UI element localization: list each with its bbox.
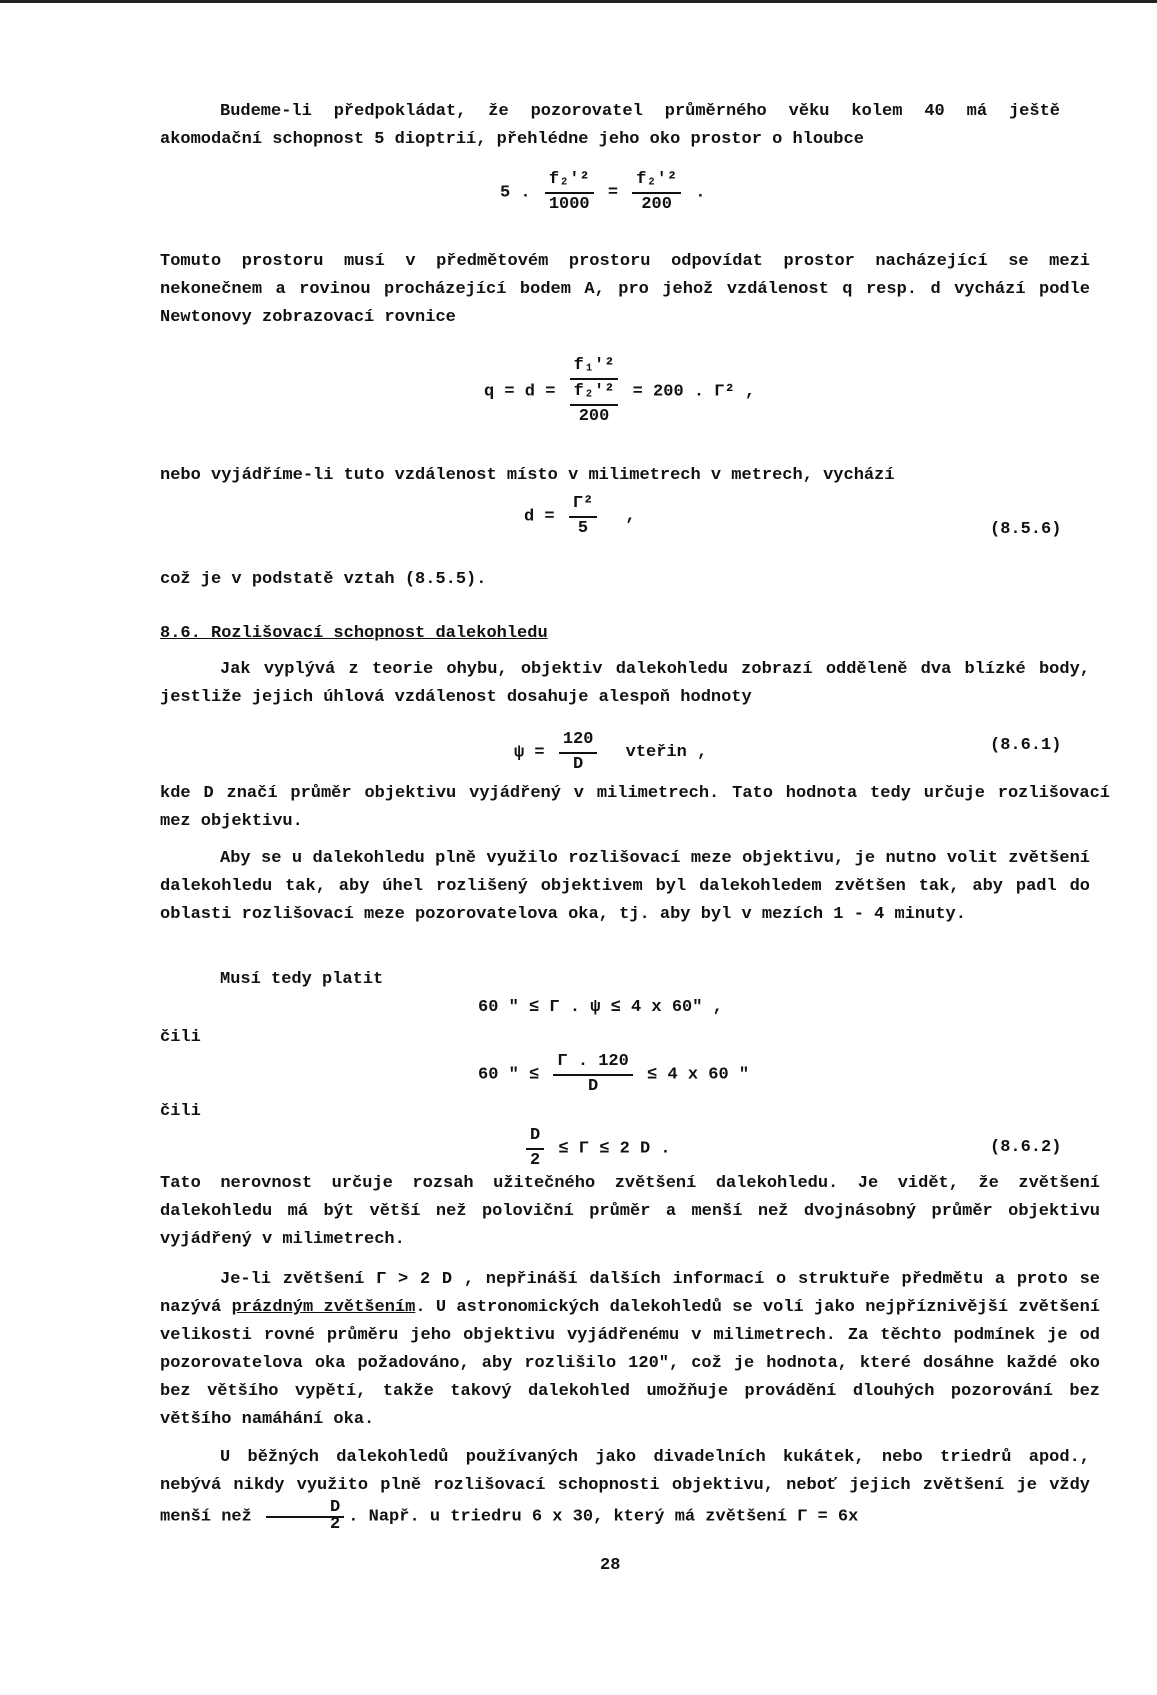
eq6-tail: ≤ 4 x 60 " — [647, 1065, 750, 1085]
eq2-tail: = 200 . Γ² , — [632, 382, 756, 402]
equation-3 — [524, 492, 636, 540]
eq6-frac: $\frac{\Gamma . 120}{D}$ — [553, 1050, 632, 1098]
eq7-tail: ≤ Γ ≤ 2 D . — [558, 1139, 671, 1159]
eq4-tail: vteřin , — [625, 743, 708, 763]
eq1-lead: 5 . — [500, 183, 531, 203]
eq2-lead: q = d = — [484, 382, 556, 402]
paragraph-4: což je v podstatě vztah (8.5.5). — [160, 570, 487, 589]
paragraph-6: kde D značí průměr objektivu vyjádřený v milimetrech. Tato hodnota tedy určuje rozlišovací mez objektivu. — [160, 784, 1110, 831]
eq2-frac: $\frac{\text{f₁'²}}{\frac{\text{f₂'²}}{200}}$ — [570, 354, 619, 428]
eq1-tail: . — [695, 183, 706, 203]
paragraph-3: nebo vyjádříme-li tuto vzdálenost místo v milimetrech v metrech, vychází — [160, 466, 895, 485]
cili-1: čili — [160, 1028, 201, 1047]
cili-2: čili — [160, 1102, 201, 1121]
paragraph-7: Aby se u dalekohledu plně využilo rozlišovací meze objektivu, je nutno volit zvětšení dalekohledu tak, aby úhel rozlišený objektivem byl dalekohledem zvětšen tak, aby padl do oblasti rozlišovací meze pozorovatelova oka, tj. aby byl v mezích 1 - 4 minuty. — [160, 849, 1090, 924]
paragraph-11: U běžných dalekohledů používaných jako divadelních kukátek, nebo triedrů apod., nebývá nikdy využito plně rozlišovací schopnosti objektivu, neboť jejich zvětšení je vždy menší než $\frac{D}{2}$ . Např. u triedru 6 x 30, který má zvětšení Γ = 6x — [160, 1448, 1090, 1534]
paragraph-5: Jak vyplývá z teorie ohybu, objektiv dalekohledu zobrazí odděleně dva blízké body, jestliže jejich úhlová vzdálenost dosahuje alespoň hodnoty — [160, 660, 1090, 707]
eq6-lead: 60 " ≤ — [478, 1065, 540, 1085]
paragraph-9: Tato nerovnost určuje rozsah užitečného zvětšení dalekohledu. Je vidět, že zvětšení dalekohledu má být větší než poloviční průměr a menší než dvojnásobný průměr objektivu vyjádřený v milimetrech. — [160, 1174, 1100, 1249]
eq7-frac: $\frac{D}{2}$ — [526, 1124, 544, 1172]
eq4-frac: $\frac{120}{D}$ — [559, 728, 598, 776]
eq1-frac1: $\frac{\text{f₂'²}}{1000}$ — [545, 168, 594, 216]
equation-4 — [514, 728, 707, 776]
paragraph-8: Musí tedy platit — [220, 970, 384, 989]
eq1-frac2: $\frac{\text{f₂'²}}{200}$ — [632, 168, 681, 216]
eq3-lead: d = — [524, 507, 555, 527]
paragraph-10: Je-li zvětšení Γ > 2 D , nepřináší dalších informací o struktuře předmětu a proto se nazývá prázdným zvětšením. U astronomických dalekohledů se volí jako nejpříznivější zvětšení velikosti rovné průměru jeho objektivu vyjádřenému v milimetrech. Za těchto podmínek je od pozorovatelova oka požadováno, aby rozlišilo 120", což je hodnota, které dosáhne každé oko bez většího vypětí, takže takový dalekohled umožňuje provádění dlouhých pozorování bez většího namáhání oka. — [160, 1270, 1100, 1429]
equation-5: 60 " ≤ Γ . ψ ≤ 4 x 60" , — [478, 998, 723, 1017]
equation-6 — [478, 1050, 749, 1098]
eq3-tail: , — [625, 507, 636, 527]
eq4-lead: ψ = — [514, 743, 545, 763]
eq3-frac: $\frac{\text{Γ²}}{5}$ — [569, 492, 597, 540]
top-rule — [0, 0, 1157, 3]
paragraph-1: Budeme-li předpokládat, že pozorovatel průměrného věku kolem 40 má ještě akomodační schopnost 5 dioptrií, přehlédne jeho oko prostor o hloubce — [160, 102, 1060, 149]
paragraph-2: Tomuto prostoru musí v předmětovém prostoru odpovídat prostor nacházející se mezi nekonečnem a rovinou procházející bodem A, pro jehož vzdálenost q resp. d vychází podle Newtonovy zobrazovací rovnice — [160, 252, 1090, 327]
eq4-number: (8.6.1) — [990, 736, 1062, 755]
equation-1 — [500, 168, 705, 216]
eq3-number: (8.5.6) — [990, 520, 1062, 539]
equation-2 — [484, 354, 755, 428]
eq1-equals: = — [607, 183, 619, 203]
section-heading: 8.6. Rozlišovací schopnost dalekohledu — [160, 624, 548, 643]
page-number: 28 — [600, 1556, 621, 1575]
equation-7 — [522, 1124, 671, 1172]
eq7-number: (8.6.2) — [990, 1138, 1062, 1157]
